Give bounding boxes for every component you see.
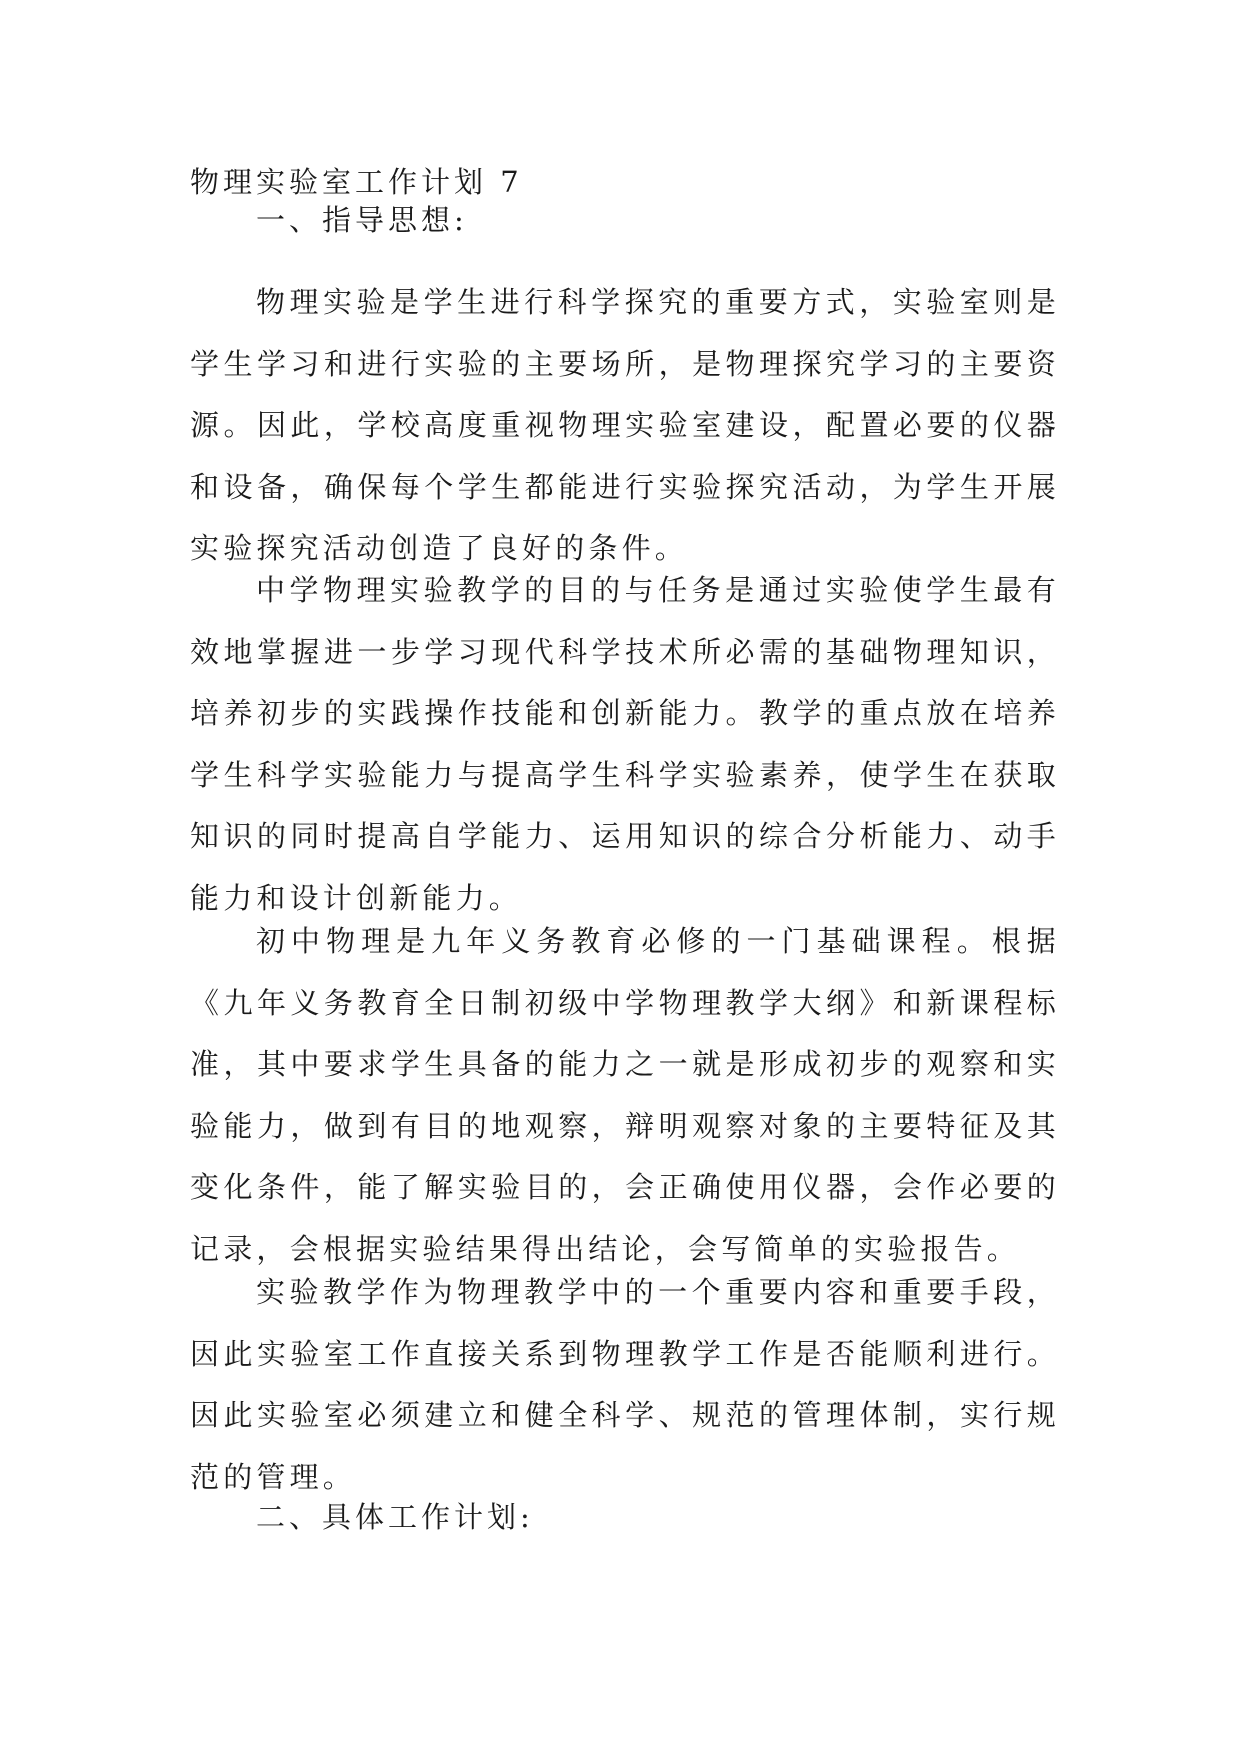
- paragraph-physics-experiments: 物理实验是学生进行科学探究的重要方式，实验室则是学生学习和进行实验的主要场所，是物理探究学习的主要资源。因此，学校高度重视物理实验室建设，配置必要的仪器和设备，确保每个学生都能进行实验探究活动，为学生开展实验探究活动创造了良好的条件。: [190, 285, 1060, 565]
- section-heading-guiding-ideology: 一、指导思想:: [256, 203, 468, 237]
- paragraph-curriculum: 初中物理是九年义务教育必修的一门基础课程。根据《九年义务教育全日制初级中学物理教学大纲》和新课程标准，其中要求学生具备的能力之一就是形成初步的观察和实验能力，做到有目的地观察，辩明观察对象的主要特征及其变化条件，能了解实验目的，会正确使用仪器，会作必要的记录，会根据实验结果得出结论，会写简单的实验报告。: [190, 924, 1060, 1266]
- paragraph-teaching-goals: 中学物理实验教学的目的与任务是通过实验使学生最有效地掌握进一步学习现代科学技术所必需的基础物理知识，培养初步的实践操作技能和创新能力。教学的重点放在培养学生科学实验能力与提高学生科学实验素养，使学生在获取知识的同时提高自学能力、运用知识的综合分析能力、动手能力和设计创新能力。: [190, 573, 1060, 915]
- section-heading-work-plan: 二、具体工作计划:: [256, 1500, 534, 1534]
- document-title: 物理实验室工作计划 7: [190, 165, 523, 199]
- paragraph-lab-management: 实验教学作为物理教学中的一个重要内容和重要手段，因此实验室工作直接关系到物理教学工作是否能顺利进行。因此实验室必须建立和健全科学、规范的管理体制，实行规范的管理。: [190, 1275, 1060, 1494]
